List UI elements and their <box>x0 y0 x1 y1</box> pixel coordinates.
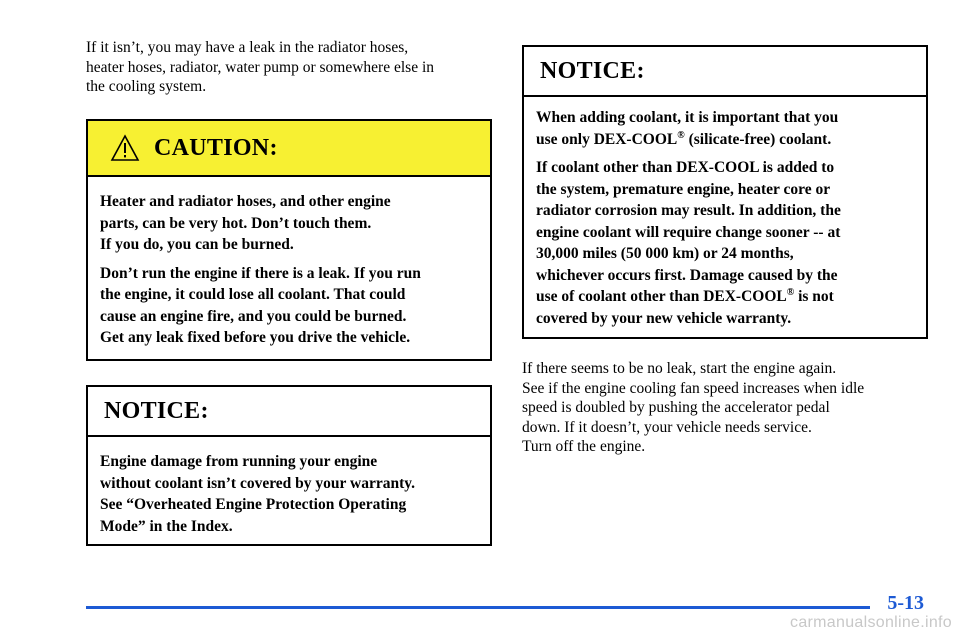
right-paragraph <box>522 359 942 457</box>
notice-box-left <box>86 385 492 546</box>
notice-header-left <box>88 387 490 437</box>
warning-triangle-icon <box>110 134 140 162</box>
caution-paragraph-2 <box>100 263 478 349</box>
notice-line: use of coolant other than DEX-COOL <box>536 288 787 305</box>
intro-paragraph <box>86 38 496 97</box>
notice-paragraph-right-2 <box>536 157 914 329</box>
notice-paragraph-left <box>100 451 478 537</box>
right-line: If there seems to be no leak, start the engine again. <box>522 360 837 377</box>
notice-line: (silicate-free) coolant. <box>684 130 832 148</box>
intro-line: the cooling system. <box>86 78 207 95</box>
caution-line: Get any leak fixed before you drive the vehicle. <box>100 329 411 346</box>
notice-line: Mode” in the Index. <box>100 517 233 535</box>
caution-title: CAUTION: <box>154 134 278 161</box>
notice-line: Engine damage from running your engine <box>100 453 378 470</box>
caution-line: parts, can be very hot. Don’t touch them. <box>100 214 372 232</box>
caution-line: Heater and radiator hoses, and other engine <box>100 193 391 210</box>
notice-line: 30,000 miles (50 000 km) or 24 months, <box>536 245 794 262</box>
notice-title-right: NOTICE: <box>540 57 645 84</box>
notice-line: the system, premature engine, heater core or <box>536 180 831 198</box>
footer-rule <box>86 606 870 609</box>
notice-body-left <box>88 437 490 537</box>
notice-header-right <box>524 47 926 97</box>
notice-line: use only DEX-COOL <box>536 130 678 148</box>
right-line: See if the engine cooling fan speed increases when idle <box>522 379 865 397</box>
notice-line: without coolant isn’t covered by your warranty. <box>100 474 416 492</box>
notice-paragraph-right-1 <box>536 107 914 150</box>
notice-line: If coolant other than DEX-COOL is added to <box>536 159 835 176</box>
right-line: speed is doubled by pushing the accelerator pedal <box>522 399 830 416</box>
notice-line: is not <box>794 288 834 305</box>
notice-line: engine coolant will require change sooner -- at <box>536 223 841 241</box>
watermark: carmanualsonline.info <box>790 614 952 631</box>
caution-box <box>86 119 492 361</box>
registered-mark: ® <box>677 129 685 141</box>
page-number: 5-13 <box>887 592 924 614</box>
notice-box-right <box>522 45 928 339</box>
caution-body <box>88 177 490 349</box>
intro-line: If it isn’t, you may have a leak in the radiator hoses, <box>86 39 409 56</box>
caution-line: cause an engine fire, and you could be burned. <box>100 307 407 325</box>
notice-body-right <box>524 97 926 329</box>
caution-paragraph-1 <box>100 191 478 256</box>
right-line: Turn off the engine. <box>522 438 646 455</box>
notice-line: radiator corrosion may result. In addition, the <box>536 202 841 219</box>
caution-line: the engine, it could lose all coolant. That could <box>100 286 406 303</box>
intro-line: heater hoses, radiator, water pump or somewhere else in <box>86 58 435 76</box>
right-line: down. If it doesn’t, your vehicle needs service. <box>522 418 812 436</box>
notice-line: covered by your new vehicle warranty. <box>536 309 792 327</box>
registered-mark: ® <box>786 286 795 298</box>
caution-line: Don’t run the engine if there is a leak. If you run <box>100 264 421 282</box>
notice-line: See “Overheated Engine Protection Operating <box>100 496 407 513</box>
notice-title-left: NOTICE: <box>104 397 209 424</box>
notice-line: whichever occurs first. Damage caused by the <box>536 266 838 284</box>
notice-line: When adding coolant, it is important that you <box>536 109 839 126</box>
caution-header <box>88 121 490 177</box>
caution-line: If you do, you can be burned. <box>100 236 294 253</box>
